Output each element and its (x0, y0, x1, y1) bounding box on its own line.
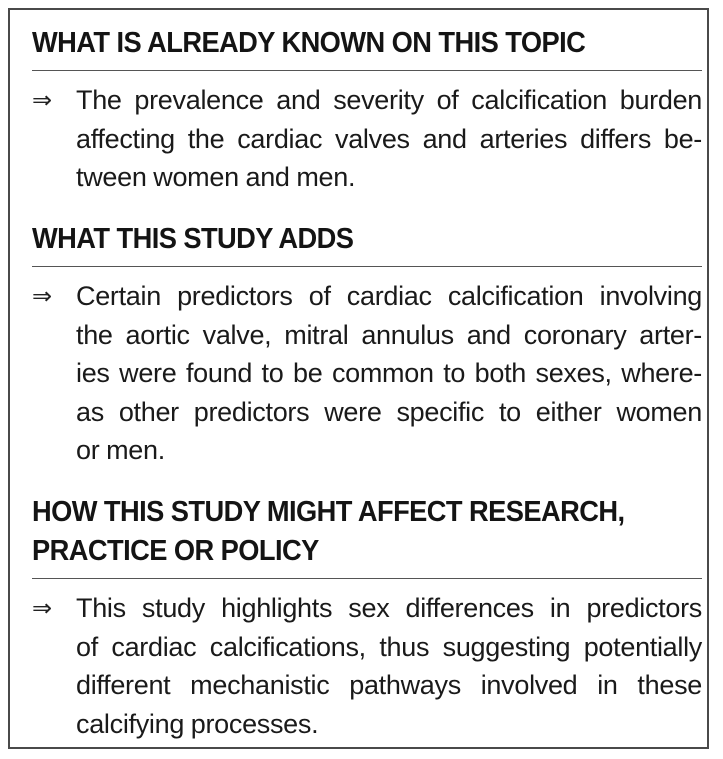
bullet-item (32, 81, 702, 197)
text-line: ies were found to be common to both sexes, where- (76, 358, 702, 388)
text-line: the aortic valve, mitral annulus and coronary arter- (76, 319, 702, 350)
section-already-known (32, 24, 702, 197)
double-arrow-icon: ⇒ (32, 86, 53, 114)
divider (32, 578, 702, 579)
divider (32, 266, 702, 267)
heading-line: HOW THIS STUDY MIGHT AFFECT RESEARCH, (32, 496, 625, 528)
text-line: The prevalence and severity of calcification burden (76, 85, 702, 115)
text-line: tween women and men. (76, 162, 356, 192)
bullet-item (32, 589, 702, 743)
bullet-item (32, 277, 702, 470)
double-arrow-icon: ⇒ (32, 282, 53, 310)
bullet-text (76, 81, 702, 197)
section-study-adds (32, 220, 702, 470)
text-line: This study highlights sex differences in predictors (76, 593, 702, 623)
text-line: Certain predictors of cardiac calcification involving (76, 281, 702, 311)
section-heading: WHAT IS ALREADY KNOWN ON THIS TOPIC (32, 27, 586, 59)
section-heading: WHAT THIS STUDY ADDS (32, 223, 354, 255)
text-line: different mechanistic pathways involved in these (76, 670, 702, 700)
section-heading (32, 493, 662, 571)
text-line: or men. (76, 435, 165, 465)
text-line: of cardiac calcifications, thus suggesting potentially (76, 631, 702, 662)
heading-line: PRACTICE OR POLICY (32, 535, 319, 567)
text-line: affecting the cardiac valves and arteries differs be- (76, 123, 702, 154)
key-messages-box (8, 8, 709, 749)
text-line: as other predictors were specific to either women (76, 396, 702, 427)
divider (32, 70, 702, 71)
section-affect-research (32, 493, 702, 743)
bullet-text (76, 589, 702, 743)
bullet-text (76, 277, 702, 470)
text-line: calcifying processes. (76, 708, 319, 739)
double-arrow-icon: ⇒ (32, 594, 53, 622)
